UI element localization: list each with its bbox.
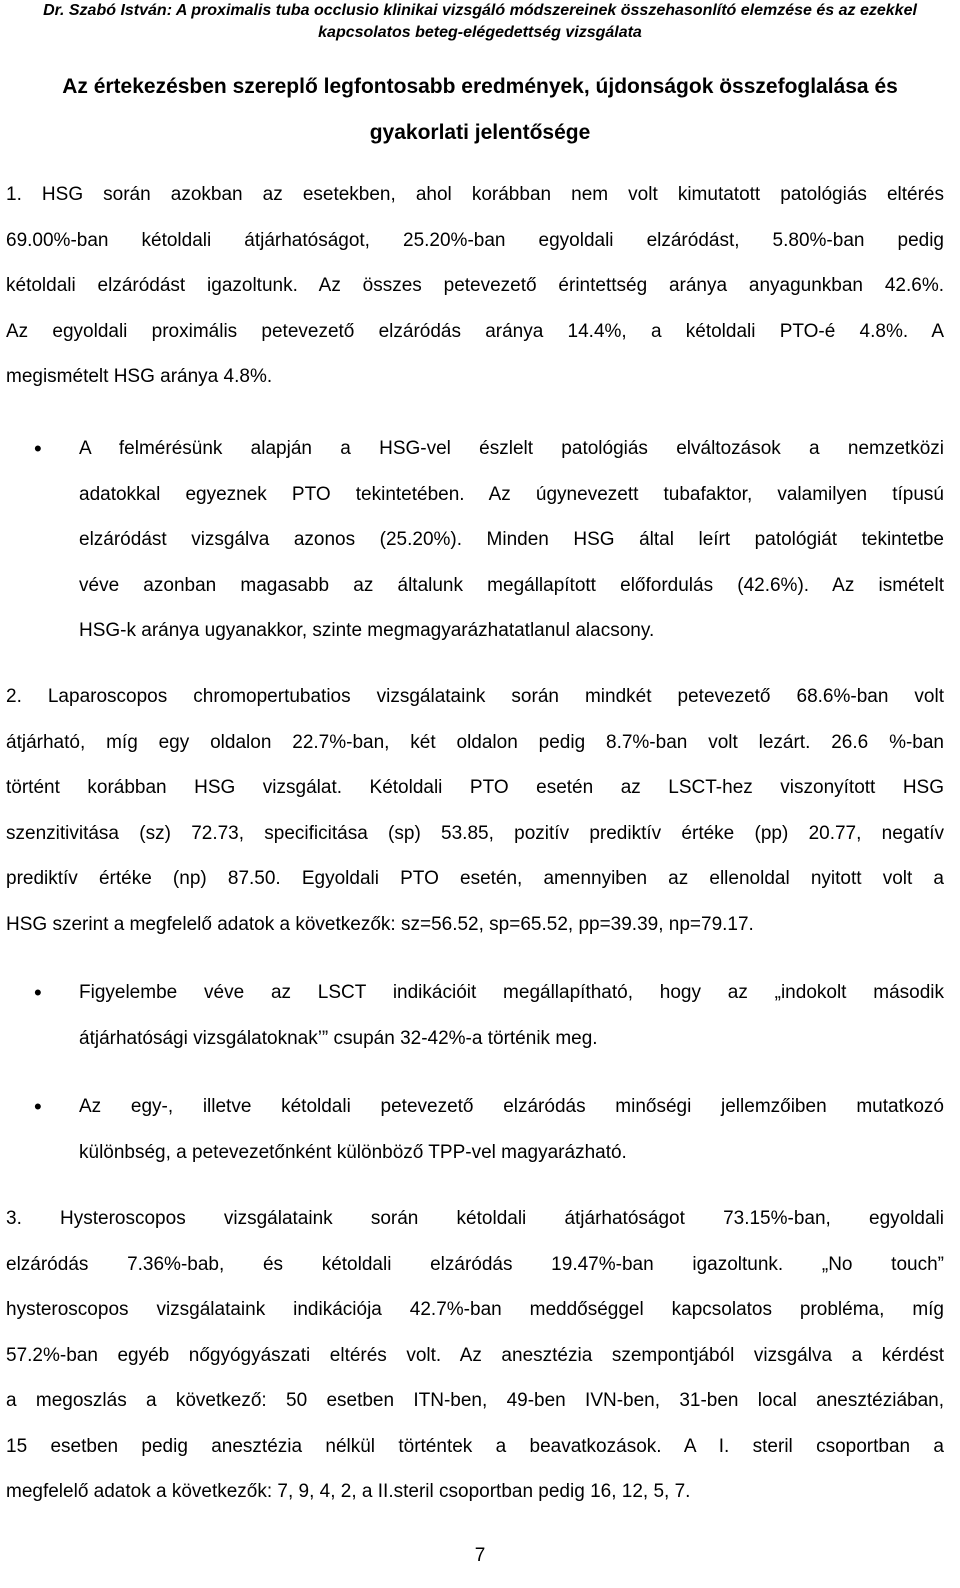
paragraph-3-line: 3. Hysteroscopos vizsgálataink során kétoldali átjárhatóságot 73.15%-ban, egyoldali [6,1208,944,1229]
paragraph-1 [6,172,944,400]
paragraph-3-line: megfelelő adatok a következők: 7, 9, 4, 2, a II.steril csoportban pedig 16, 12, 5, 7. [6,1481,691,1502]
bullet-line: véve azonban magasabb az általunk megállapított előfordulás (42.6%). Az ismételt [79,574,944,596]
paragraph-3-line: 15 esetben pedig anesztézia nélkül történtek a beavatkozások. A I. steril csoportban a [6,1435,944,1457]
bullet-item-3-text [79,1084,944,1175]
bullet-icon: • [34,1094,42,1119]
bullet-line: átjárhatósági vizsgálatoknak’” csupán 32-42%-a történik meg. [79,1027,598,1049]
paragraph-2-line: történt korábban HSG vizsgálat. Kétoldali PTO esetén az LSCT-hez viszonyított HSG [6,777,944,798]
paragraph-3-line: elzáródás 7.36%-bab, és kétoldali elzáródás 19.47%-ban igazoltunk. „No touch” [6,1253,944,1275]
bullet-line: különbség, a petevezetőnként különböző TPP-vel magyarázható. [79,1141,627,1163]
section-heading-line-1: Az értekezésben szereplő legfontosabb eredmények, újdonságok összefoglalása és [62,75,898,98]
bullet-item-1 [34,426,944,656]
paragraph-1-line: kétoldali elzáródást igazoltunk. Az összes petevezető érintettség aránya anyagunkban 42.6%. [6,275,944,296]
paragraph-1-line: Az egyoldali proximális petevezető elzáródás aránya 14.4%, a kétoldali PTO-é 4.8%. A [6,320,944,342]
section-heading-line-2: gyakorlati jelentősége [369,121,591,144]
paragraph-2-line: szenzitivitása (sz) 72.73, specificitása (sp) 53.85, pozitív prediktív értéke (pp) 20.77, negatív [6,822,944,844]
bullet-icon: • [34,980,42,1005]
running-header [0,0,960,44]
paragraph-2-line: prediktív értéke (np) 87.50. Egyoldali PTO esetén, amennyiben az ellenoldal nyitott volt a [6,868,944,889]
running-header-line-1: Dr. Szabó István: A proximalis tuba occlusio klinikai vizsgáló módszereinek összehasonlító elemzése és az ezekkel [43,2,917,19]
bullet-line: Az egy-, illetve kétoldali petevezető elzáródás minőségi jellemzőiben mutatkozó [79,1096,944,1117]
paragraph-3-line: a megoszlás a következő: 50 esetben ITN-ben, 49-ben IVN-ben, 31-ben local anesztéziában, [6,1390,944,1411]
paragraph-3-line: hysteroscopos vizsgálataink indikációja 42.7%-ban meddőséggel kapcsolatos probléma, míg [6,1299,944,1320]
running-header-line-2: kapcsolatos beteg-elégedettség vizsgálata [318,24,642,41]
paragraph-3-line: 57.2%-ban egyéb nőgyógyászati eltérés volt. Az anesztézia szempontjából vizsgálva a kérdést [6,1344,944,1366]
bullet-icon: • [34,436,42,461]
paragraph-2 [6,674,944,947]
bullet-item-3 [34,1084,944,1176]
bullet-line: adatokkal egyeznek PTO tekintetében. Az úgynevezett tubafaktor, valamilyen típusú [79,483,944,505]
paragraph-1-line: 1. HSG során azokban az esetekben, ahol korábban nem volt kimutatott patológiás eltérés [6,184,944,205]
bullet-item-2 [34,970,944,1062]
bullet-line: elzáródást vizsgálva azonos (25.20%). Minden HSG által leírt patológiát tekintetbe [79,529,944,550]
paragraph-2-line: 2. Laparoscopos chromopertubatios vizsgálataink során mindkét petevezető 68.6%-ban volt [6,686,944,707]
section-heading [40,64,920,156]
paragraph-1-line: megismételt HSG aránya 4.8%. [6,366,273,387]
paragraph-1-line: 69.00%-ban kétoldali átjárhatóságot, 25.20%-ban egyoldali elzáródást, 5.80%-ban pedig [6,229,944,251]
page-number: 7 [474,1545,486,1566]
paragraph-3 [6,1196,944,1515]
bullet-line: HSG-k aránya ugyanakkor, szinte megmagyarázhatatlanul alacsony. [79,620,655,641]
bullet-item-1-text [79,426,944,654]
paragraph-2-line: HSG szerint a megfelelő adatok a következők: sz=56.52, sp=65.52, pp=39.39, np=79.17. [6,913,754,935]
bullet-line: A felmérésünk alapján a HSG-vel észlelt patológiás elváltozások a nemzetközi [79,438,944,459]
paragraph-2-line: átjárható, míg egy oldalon 22.7%-ban, két oldalon pedig 8.7%-ban volt lezárt. 26.6 %-ban [6,731,944,753]
bullet-item-2-text [79,970,944,1061]
bullet-line: Figyelembe véve az LSCT indikációit megállapítható, hogy az „indokolt második [79,982,944,1003]
